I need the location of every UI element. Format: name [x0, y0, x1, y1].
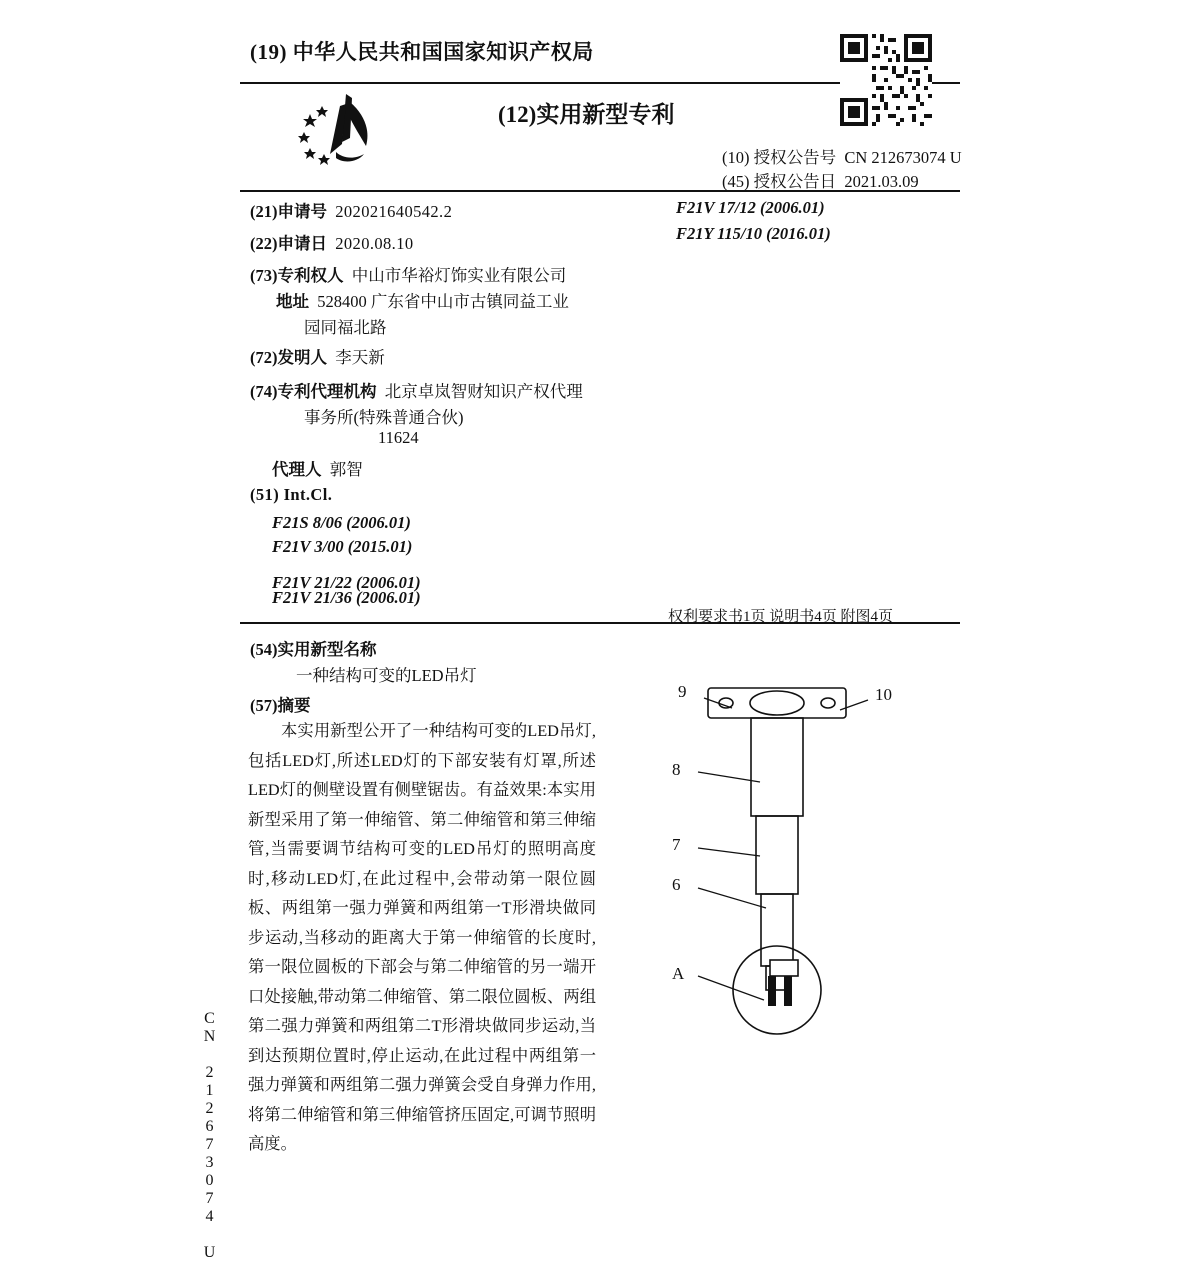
agency-value: 北京卓岚智财知识产权代理: [384, 382, 583, 401]
agency-code: 11624: [378, 428, 419, 447]
figure-label-a: A: [672, 964, 685, 983]
figure-label-10: 10: [875, 685, 892, 704]
office-code: (19): [250, 40, 287, 64]
agent-value: 郭智: [329, 460, 363, 479]
inventor-label: (72)发明人: [250, 348, 327, 367]
intcl-left-3: F21V 21/36 (2006.01): [272, 588, 421, 607]
application-date: [250, 230, 414, 254]
qr-code-icon: [840, 34, 932, 126]
intcl-right-0: F21V 17/12 (2006.01): [676, 198, 825, 217]
patent-figure: [620, 660, 980, 1090]
abstract-text: 本实用新型公开了一种结构可变的LED吊灯,包括LED灯,所述LED灯的下部安装有灯罩,所述LED灯的侧壁设置有侧壁锯齿。有益效果:本实用新型采用了第一伸缩管、第二伸缩管和第三伸缩管,当需要调节结构可变的LED吊灯的照明高度时,移动LED灯,在此过程中,会带动第一限位圆板、两组第一强力弹簧和两组第一T形滑块做同步运动,当移动的距离大于第一伸缩管的长度时,第一限位圆板的下部会与第二伸缩管的另一端开口处接触,带动第二伸缩管、第二限位圆板、两组第二强力弹簧和两组第二T形滑块做同步运动,当到达预期位置时,停止运动,在此过程中两组第一强力弹簧和两组第二强力弹簧会受自身弹力作用,将第二伸缩管和第三伸缩管挤压固定,可调节照明高度。: [248, 721, 596, 1153]
office-name: 中华人民共和国国家知识产权局: [292, 40, 594, 64]
address-label: 地址: [276, 292, 309, 311]
figure-label-9: 9: [678, 682, 687, 701]
application-date-label: (22)申请日: [250, 234, 327, 253]
intcl-label: (51) Int.Cl.: [250, 485, 333, 504]
application-number-value: 202021640542.2: [335, 202, 453, 221]
grant-number: [722, 144, 962, 168]
grant-number-label: (10) 授权公告号: [722, 148, 837, 167]
grant-date: [722, 168, 919, 192]
agency-label: (74)专利代理机构: [250, 382, 377, 401]
abstract-section-label: (57)摘要: [250, 696, 311, 715]
intcl-left-0: F21S 8/06 (2006.01): [272, 513, 411, 532]
application-date-value: 2020.08.10: [335, 234, 414, 253]
patentee-value: 中山市华裕灯饰实业有限公司: [351, 266, 567, 285]
patent-type-heading: (12)实用新型专利: [498, 102, 675, 127]
figure-label-6: 6: [672, 875, 681, 894]
agency-line-2: 事务所(特殊普通合伙): [304, 408, 464, 427]
inventor: [250, 344, 385, 368]
cnipa-logo-icon: [280, 92, 400, 168]
application-number-label: (21)申请号: [250, 202, 327, 221]
figure-label-7: 7: [672, 835, 681, 854]
patentee: [250, 262, 566, 286]
intcl-right-1: F21Y 115/10 (2016.01): [676, 224, 831, 243]
title-section-label: (54)实用新型名称: [250, 640, 377, 659]
address-line-1: [276, 288, 569, 312]
patentee-label: (73)专利权人: [250, 266, 344, 285]
side-publication-code: CN 212673074 U: [201, 1010, 218, 1262]
invention-title: 一种结构可变的LED吊灯: [296, 666, 477, 685]
intcl-left-2: F21V 21/22 (2006.01): [272, 573, 421, 592]
grant-number-value: CN 212673074 U: [844, 148, 962, 167]
page-title: [250, 36, 594, 66]
agent-label: 代理人: [272, 460, 322, 479]
title-rule: [240, 622, 960, 624]
grant-rule: [240, 190, 960, 192]
intcl-left-1: F21V 3/00 (2015.01): [272, 537, 413, 556]
agency: [250, 378, 583, 402]
grant-date-value: 2021.03.09: [844, 172, 919, 191]
application-number: [250, 198, 452, 222]
address-line-2: 园同福北路: [304, 318, 387, 337]
address-value-1: 528400 广东省中山市古镇同益工业: [317, 292, 569, 311]
inventor-value: 李天新: [335, 348, 385, 367]
grant-date-label: (45) 授权公告日: [722, 172, 837, 191]
page-counts: 权利要求书1页 说明书4页 附图4页: [668, 609, 894, 625]
figure-label-8: 8: [672, 760, 681, 779]
agent: [272, 456, 363, 480]
